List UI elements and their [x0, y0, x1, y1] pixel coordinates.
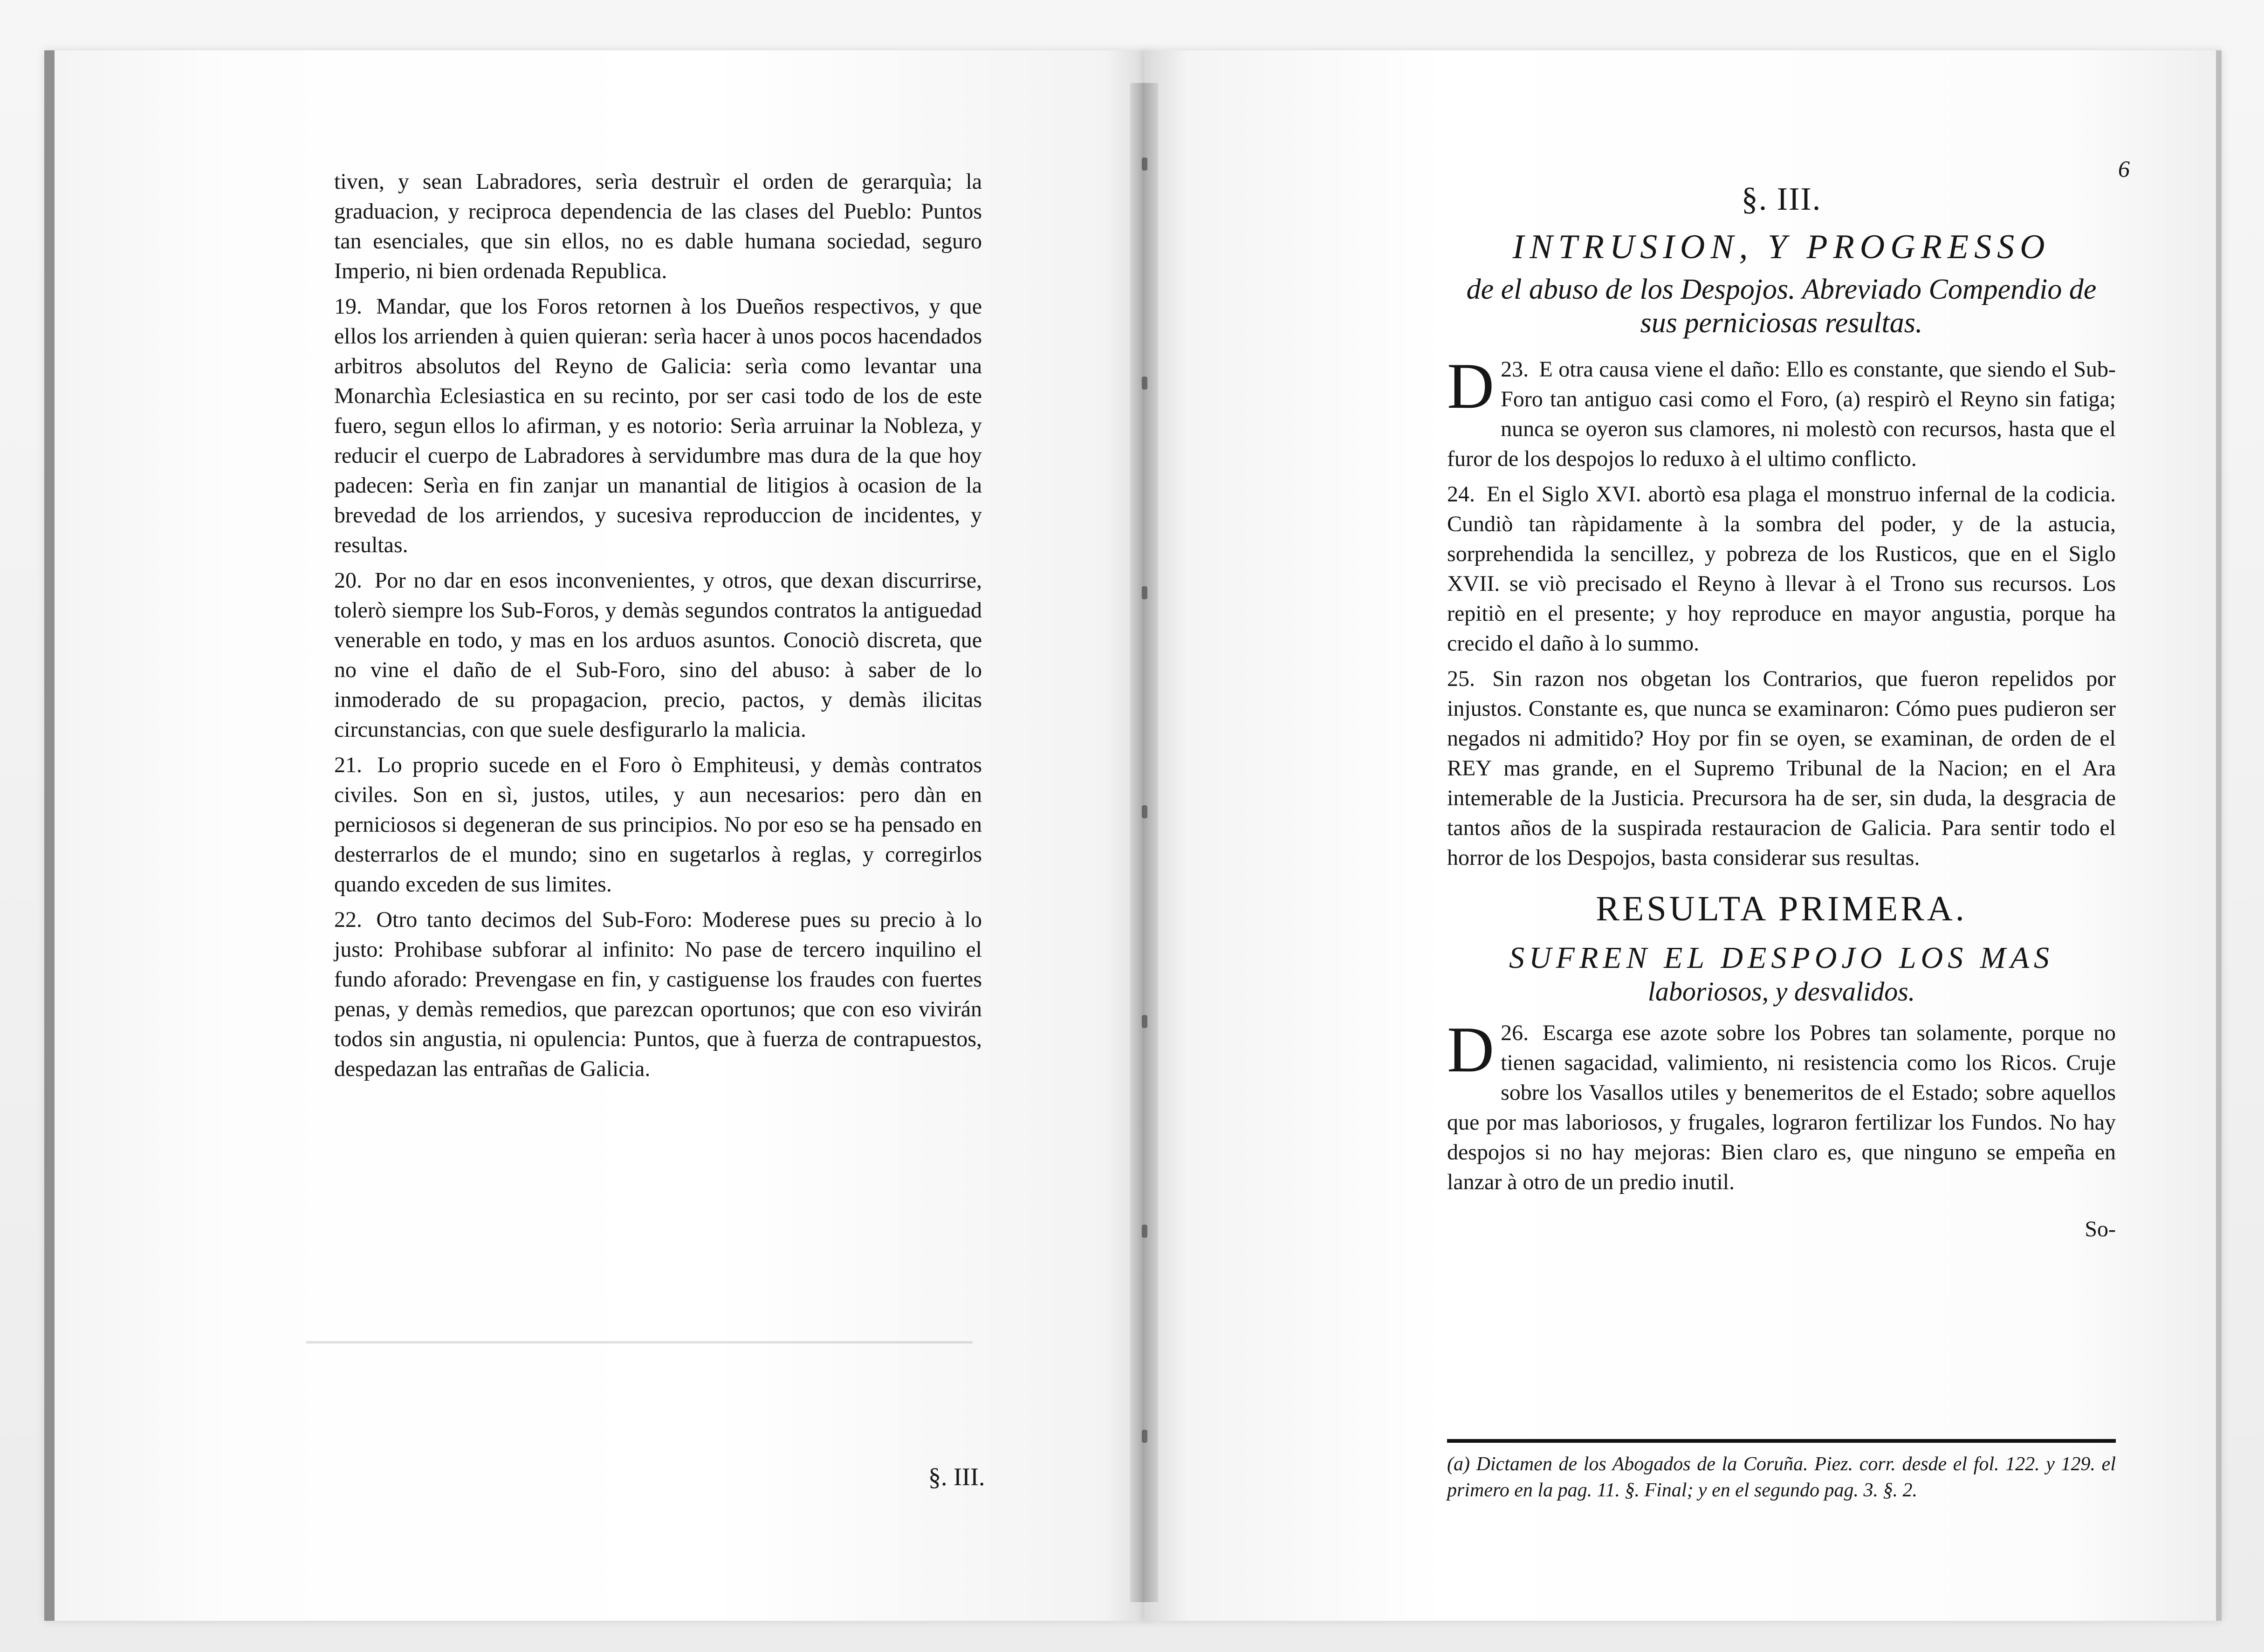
- chapter-title: INTRUSION, Y PROGRESSO: [1512, 228, 2051, 266]
- left-paragraph-21: [334, 750, 982, 899]
- left-paragraph-19: [334, 292, 982, 560]
- right-paragraph-24: [1447, 480, 2116, 658]
- left-paragraph-22-text: Otro tanto decimos del Sub-Foro: Moderese pues su precio à lo justo: Prohibase subforar al infinito: No pase de tercero inquilino el fundo aforado: Prevengase en fin, y castiguense los fraudes con fuertes penas, y demàs remedios, que parezcan oportunos; que con eso vivirán todos sin angustia, ni opulencia: Puntos, que à fuerza de contrapuestos, despedazan las entrañas de Galicia.: [334, 907, 982, 1081]
- result-heading: RESULTA PRIMERA.: [1596, 889, 1967, 928]
- left-paragraph-22: [334, 905, 982, 1084]
- left-paragraph-20-text: Por no dar en esos inconvenientes, y otros, que dexan discurrirse, tolerò siempre los Sub-Foros, y demàs segundos contratos la antiguedad venerable en todo, y mas en los arduos asuntos. Conociò discreta, que no vine el daño de el Sub-Foro, sino del abuso: à saber de lo inmoderado de su propagacion, precio, pactos, y demàs ilicitas circunstancias, con que suele desfigurarlo la malicia.: [334, 568, 982, 742]
- left-paragraph-21-text: Lo proprio sucede en el Foro ò Emphiteusi, y demàs contratos civiles. Son en sì, justos, utiles, y aun necesarios: pero dàn en perniciosos si degeneran de sus principios. No por eso se ha pensado en desterrarlos de el mundo; sino en sugetarlos à reglas, y corregirlos quando exceden de sus limites.: [334, 753, 982, 897]
- binding-stitch: [1142, 1015, 1147, 1028]
- left-paragraph-20: [334, 566, 982, 745]
- page-number: 6: [2118, 156, 2130, 182]
- left-paragraph-18-text: tiven, y sean Labradores, serìa destruìr el orden de gerarquìa; la graduacion, y reciproca dependencia de las clases del Pueblo: Puntos tan esenciales, que sin ellos, no es dable humana sociedad, seguro Imperio, ni bien ordenada Republica.: [334, 169, 982, 283]
- right-page: [1144, 50, 2222, 1621]
- paragraph-number-25: 25.: [1447, 666, 1475, 691]
- paragraph-number-26: 26.: [1501, 1021, 1529, 1045]
- section-heading-text: §. III.: [1741, 181, 1822, 217]
- right-paragraph-25: [1447, 664, 2116, 873]
- right-page-catchword: So-: [2085, 1217, 2116, 1241]
- footnote-rule: [1447, 1439, 2116, 1443]
- left-page: [44, 50, 1150, 1621]
- right-page-text-column: [1447, 162, 2116, 1501]
- left-paragraph-19-text: Mandar, que los Foros retornen à los Dueños respectivos, y que ellos los arrienden à quien quieran: serìa hacer à unos pocos hacendados arbitros absolutos del Reyno de Galicia: serìa como levantar una Monarchìa Eclesiastica en su recinto, por ser casi todo de los de este fuero, segun ellos lo afirman, y es notorio: Serìa arruinar la Nobleza, y reducir el cuerpo de Labradores à servidumbre mas dura de la que hoy padecen: Serìa en fin zanjar un manantial de litigios à ocasion de la brevedad de los arriendos, y sucesiva reproduccion de incidentes, y resultas.: [334, 294, 982, 557]
- binding-stitch: [1142, 1225, 1147, 1238]
- paragraph-number-19: 19.: [334, 294, 362, 319]
- binding-stitch: [1142, 158, 1147, 171]
- section-heading: [1447, 181, 2116, 218]
- left-page-catchword: §. III.: [928, 1463, 985, 1491]
- drop-cap-d-second: D: [1447, 1014, 1495, 1086]
- footnote: (a) Dictamen de los Abogados de la Coruña. Piez. corr. desde el fol. 122. y 129. el primero en la pag. 11. §. Final; y en el segundo pag. 3. §. 2.: [1447, 1453, 2116, 1501]
- right-paragraph-26: [1447, 1014, 2116, 1197]
- left-paragraph-18-continuation: [334, 167, 982, 286]
- binding-stitch: [1142, 586, 1147, 599]
- result-subtitle: laboriosos, y desvalidos.: [1647, 976, 1915, 1007]
- chapter-subtitle: de el abuso de los Despojos. Abreviado Compendio de sus perniciosas resultas.: [1466, 274, 2097, 339]
- drop-cap-d: D: [1447, 350, 1495, 422]
- binding-stitch: [1142, 805, 1147, 818]
- paragraph-number-21: 21.: [334, 753, 362, 777]
- result-title: SUFREN EL DESPOJO LOS MAS: [1509, 941, 2054, 975]
- left-page-footnote-rule: [306, 1341, 973, 1344]
- right-paragraph-23-text: E otra causa viene el daño: Ello es constante, que siendo el Sub-Foro tan antiguo casi como el Foro, (a) respirò el Reyno sin fatiga; nunca se oyeron sus clamores, ni molestò con recursos, hasta que el furor de los despojos lo reduxo à el ultimo conflicto.: [1447, 357, 2116, 471]
- right-paragraph-26-text: Escarga ese azote sobre los Pobres tan solamente, porque no tienen sagacidad, valimiento, ni resistencia como los Ricos. Cruje sobre los Vasallos utiles y benemeritos de el Estado; sobre aquellos que por mas laboriosos, y frugales, lograron fertilizar los Fundos. No hay despojos si no hay mejoras: Bien claro es, que ninguno se empeña en lanzar à otro de un predio inutil.: [1447, 1021, 2116, 1194]
- left-page-text-column: [334, 167, 982, 1090]
- binding-stitch: [1142, 1430, 1147, 1443]
- binding-stitch: [1142, 377, 1147, 390]
- right-paragraph-23: [1447, 350, 2116, 474]
- right-paragraph-25-text: Sin razon nos obgetan los Contrarios, que fueron repelidos por injustos. Constante es, que nunca se examinaron: Cómo pues pudieron ser negados ni admitido? Hoy por fin se oyen, se examinan, de orden de el REY mas grande, en el Supremo Tribunal de la Nacion; en el Ara intemerable de la Justicia. Precursora ha de ser, sin duda, la desgracia de tantos años de la suspirada restauracion de Galicia. Para sentir todo el horror de los Despojos, basta considerar sus resultas.: [1447, 666, 2116, 870]
- paragraph-number-20: 20.: [334, 568, 362, 593]
- book-spread: [44, 50, 2216, 1621]
- paragraph-number-24: 24.: [1447, 482, 1475, 507]
- paragraph-number-22: 22.: [334, 907, 362, 932]
- right-paragraph-24-text: En el Siglo XVI. abortò esa plaga el monstruo infernal de la codicia. Cundiò tan ràpidamente à la sombra del poder, y de la astucia, sorprehendida la sencillez, y pobreza de los Rusticos, que en el Siglo XVII. se viò precisado el Reyno à llevar à el Trono sus recursos. Los repitiò en el presente; y hoy reproduce en mayor angustia, porque ha crecido el daño à lo summo.: [1447, 482, 2116, 656]
- paragraph-number-23: 23.: [1501, 357, 1529, 382]
